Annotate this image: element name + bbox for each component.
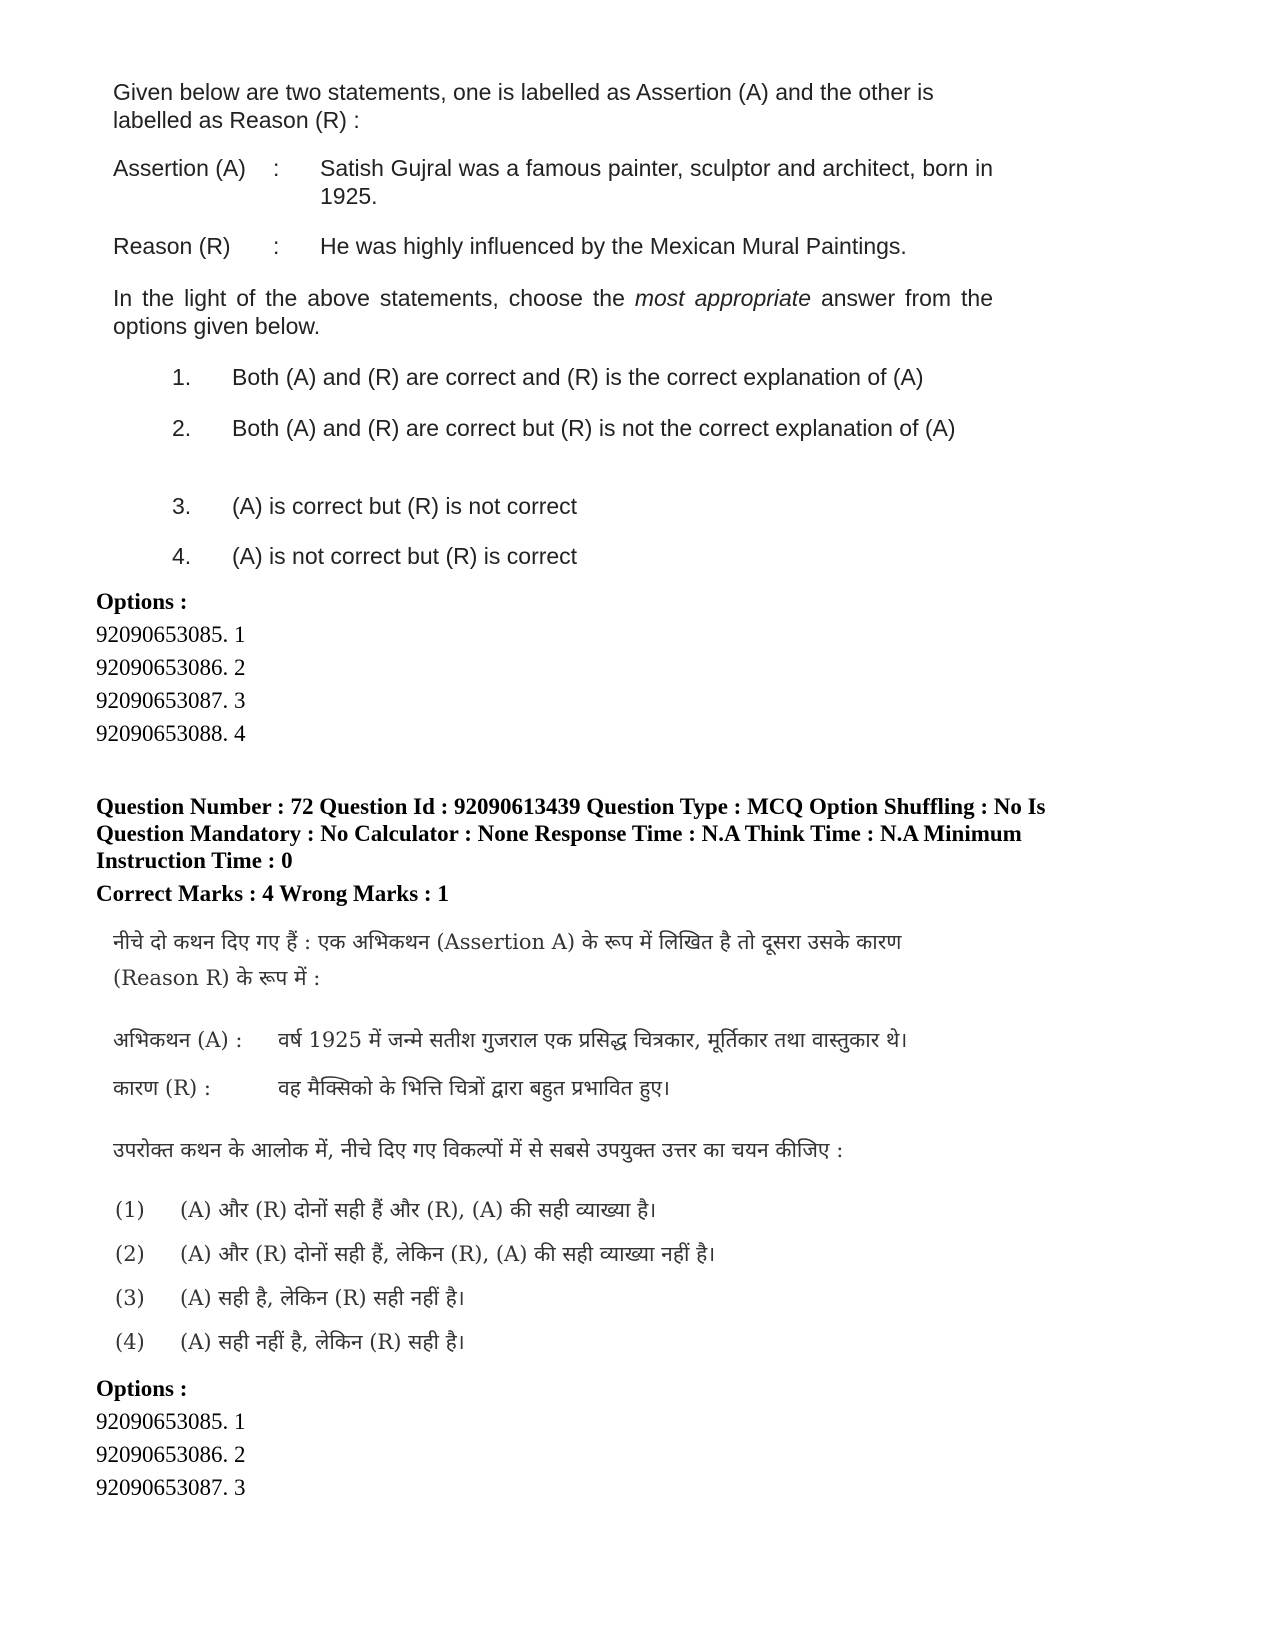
q72-option-1-text: (A) और (R) दोनों सही हैं और (R), (A) की सही व्याख्या है। bbox=[180, 1198, 657, 1222]
q72-meta-line-3: Instruction Time : 0 bbox=[96, 848, 293, 873]
q71-reason-text: He was highly influenced by the Mexican Mural Paintings. bbox=[320, 233, 907, 259]
q72-option-1-number: (1) bbox=[115, 1198, 145, 1222]
q72-option-2-text: (A) और (R) दोनों सही हैं, लेकिन (R), (A) की सही व्याख्या नहीं है। bbox=[180, 1242, 716, 1266]
q72-marks: Correct Marks : 4 Wrong Marks : 1 bbox=[96, 881, 449, 906]
q72-option-id-1: 92090653085. 1 bbox=[96, 1409, 246, 1434]
q71-options-heading: Options : bbox=[96, 589, 188, 614]
q71-option-id-3: 92090653087. 3 bbox=[96, 688, 246, 713]
q71-instruction: In the light of the above statements, choose the most appropriate answer from the options given below. bbox=[113, 285, 993, 339]
q72-option-4-number: (4) bbox=[115, 1330, 145, 1354]
q71-assertion-colon: : bbox=[273, 155, 280, 181]
q72-intro-line-2: (Reason R) के रूप में : bbox=[113, 966, 321, 990]
q71-intro: Given below are two statements, one is labelled as Assertion (A) and the other is labelled as Reason (R) : bbox=[113, 79, 934, 133]
q71-option-3-number: 3. bbox=[172, 493, 192, 519]
q71-option-2-number: 2. bbox=[172, 415, 192, 441]
q72-intro-line-1: नीचे दो कथन दिए गए हैं : एक अभिकथन (Assertion A) के रूप में लिखित है तो दूसरा उसके कारण bbox=[113, 930, 902, 954]
q72-option-3-text: (A) सही है, लेकिन (R) सही नहीं है। bbox=[180, 1286, 465, 1310]
q72-meta-line-2: Question Mandatory : No Calculator : None Response Time : N.A Think Time : N.A Minimum bbox=[96, 821, 1022, 846]
q71-option-id-4: 92090653088. 4 bbox=[96, 721, 246, 746]
q72-option-3-number: (3) bbox=[115, 1286, 145, 1310]
q72-assertion-text: वर्ष 1925 में जन्मे सतीश गुजराल एक प्रसिद्ध चित्रकार, मूर्तिकार तथा वास्तुकार थे। bbox=[278, 1028, 908, 1052]
q71-assertion-label: Assertion (A) bbox=[113, 155, 246, 181]
q72-instruction: उपरोक्त कथन के आलोक में, नीचे दिए गए विकल्पों में से सबसे उपयुक्त उत्तर का चयन कीजिए : bbox=[113, 1138, 844, 1162]
q71-option-2-text: Both (A) and (R) are correct but (R) is not the correct explanation of (A) bbox=[232, 415, 956, 441]
q72-option-id-2: 92090653086. 2 bbox=[96, 1442, 246, 1467]
q71-option-id-2: 92090653086. 2 bbox=[96, 655, 246, 680]
q71-option-1-text: Both (A) and (R) are correct and (R) is the correct explanation of (A) bbox=[232, 364, 924, 390]
q71-reason-label: Reason (R) bbox=[113, 233, 231, 259]
q71-option-1-number: 1. bbox=[172, 364, 192, 390]
q72-option-2-number: (2) bbox=[115, 1242, 145, 1266]
q72-options-heading: Options : bbox=[96, 1376, 188, 1401]
q72-reason-text: वह मैक्सिको के भित्ति चित्रों द्वारा बहुत प्रभावित हुए। bbox=[278, 1076, 671, 1100]
q71-option-3-text: (A) is correct but (R) is not correct bbox=[232, 493, 578, 519]
q72-assertion-label: अभिकथन (A) : bbox=[113, 1028, 243, 1052]
q71-assertion-text: Satish Gujral was a famous painter, sculptor and architect, born in 1925. bbox=[320, 155, 993, 209]
q72-option-4-text: (A) सही नहीं है, लेकिन (R) सही है। bbox=[180, 1330, 465, 1354]
q72-option-id-3: 92090653087. 3 bbox=[96, 1475, 246, 1500]
q71-option-4-number: 4. bbox=[172, 543, 192, 569]
q72-meta-line-1: Question Number : 72 Question Id : 92090613439 Question Type : MCQ Option Shuffling : No Is bbox=[96, 794, 1046, 819]
q71-option-4-text: (A) is not correct but (R) is correct bbox=[232, 543, 578, 569]
q71-reason-colon: : bbox=[273, 233, 280, 259]
q71-option-id-1: 92090653085. 1 bbox=[96, 622, 246, 647]
q72-reason-label: कारण (R) : bbox=[113, 1076, 211, 1100]
